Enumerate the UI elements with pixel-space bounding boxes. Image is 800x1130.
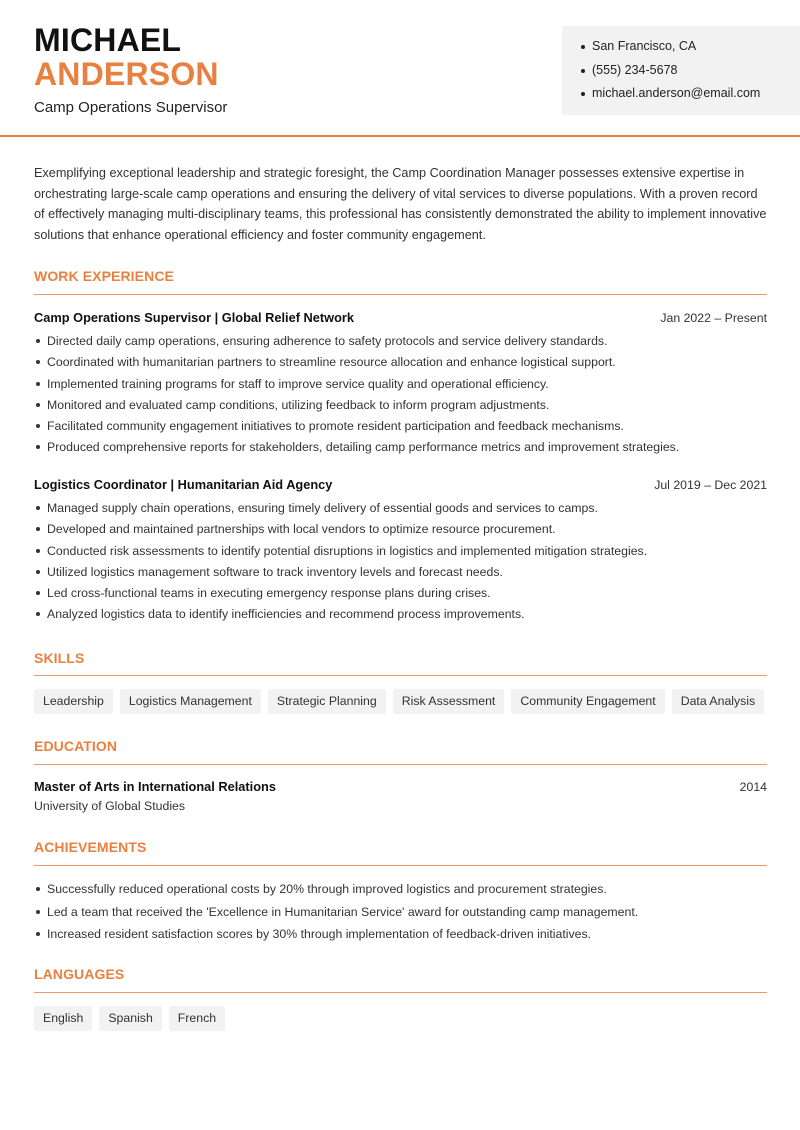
list-item: Conducted risk assessments to identify potential disruptions in logistics and implemented mitigation strategies. <box>34 543 767 564</box>
skill-tag: Community Engagement <box>511 689 664 714</box>
list-item: Utilized logistics management software to track inventory levels and forecast needs. <box>34 564 767 585</box>
contact-phone-text: (555) 234-5678 <box>592 62 678 77</box>
contact-location-text: San Francisco, CA <box>592 39 697 53</box>
bullet-icon <box>581 69 585 73</box>
job-date: Jul 2019 – Dec 2021 <box>654 478 767 492</box>
skill-tag: Data Analysis <box>672 689 765 714</box>
list-item: Monitored and evaluated camp conditions, utilizing feedback to inform program adjustments. <box>34 397 767 418</box>
section-divider <box>34 764 767 765</box>
education-entry <box>34 779 767 813</box>
list-item: Developed and maintained partnerships with local vendors to optimize resource procurement. <box>34 521 767 542</box>
list-item: Facilitated community engagement initiatives to promote resident participation and feedback mechanisms. <box>34 418 767 439</box>
education-section <box>34 738 767 754</box>
list-item: Coordinated with humanitarian partners to streamline resource allocation and enhance logistical support. <box>34 354 767 375</box>
degree: Master of Arts in International Relations <box>34 779 276 794</box>
section-divider <box>34 992 767 993</box>
section-divider <box>34 865 767 866</box>
skills-section <box>34 650 767 666</box>
language-tag: English <box>34 1006 92 1031</box>
section-title-languages: LANGUAGES <box>34 966 125 982</box>
list-item: Led a team that received the 'Excellence in Humanitarian Service' award for outstanding camp management. <box>34 904 767 927</box>
job-date: Jan 2022 – Present <box>660 311 767 325</box>
section-title-skills: SKILLS <box>34 650 85 666</box>
work-experience-section <box>34 268 767 284</box>
school: University of Global Studies <box>34 799 186 813</box>
section-title-education: EDUCATION <box>34 738 118 754</box>
languages-section <box>34 966 767 982</box>
achievements-list <box>34 881 767 949</box>
last-name: ANDERSON <box>34 56 219 92</box>
section-divider <box>34 294 767 295</box>
job-entry <box>34 477 767 628</box>
section-divider <box>34 675 767 676</box>
job-entry <box>34 310 767 461</box>
resume-header <box>0 0 800 137</box>
bullet-icon <box>581 92 585 96</box>
language-tag: French <box>169 1006 225 1031</box>
job-role: Camp Operations Supervisor | Global Relief Network <box>34 310 355 325</box>
contact-phone <box>580 63 800 87</box>
contact-box <box>562 26 800 115</box>
summary-text: Exemplifying exceptional leadership and strategic foresight, the Camp Coordination Manager possesses extensive expertise in orchestrating large-scale camp operations and ensuring the delivery of vital services to diverse populations. With a proven record of effectively managing multi-disciplinary teams, this professional has consistently demonstrated the ability to implement innovative solutions that enhance operational efficiency and foster community engagement. <box>34 166 767 243</box>
section-title-work: WORK EXPERIENCE <box>34 268 174 284</box>
achievements-section <box>34 839 767 855</box>
skills-tags <box>34 689 767 714</box>
contact-email <box>580 86 800 110</box>
job-role: Logistics Coordinator | Humanitarian Aid Agency <box>34 477 333 492</box>
contact-email-text: michael.anderson@email.com <box>592 86 761 100</box>
list-item: Successfully reduced operational costs by 20% through improved logistics and procurement strategies. <box>34 881 767 904</box>
section-title-achievements: ACHIEVEMENTS <box>34 839 147 855</box>
skill-tag: Logistics Management <box>120 689 261 714</box>
skill-tag: Strategic Planning <box>268 689 386 714</box>
language-tag: Spanish <box>99 1006 161 1031</box>
graduation-year: 2014 <box>739 780 767 794</box>
list-item: Managed supply chain operations, ensuring timely delivery of essential goods and services to camps. <box>34 500 767 521</box>
candidate-title: Camp Operations Supervisor <box>34 99 228 116</box>
first-name: MICHAEL <box>34 22 182 58</box>
list-item: Directed daily camp operations, ensuring adherence to safety protocols and service delivery standards. <box>34 333 767 354</box>
skill-tag: Risk Assessment <box>393 689 505 714</box>
contact-location <box>580 39 800 63</box>
list-item: Analyzed logistics data to identify inefficiencies and recommend process improvements. <box>34 606 767 627</box>
bullet-icon <box>581 45 585 49</box>
list-item: Increased resident satisfaction scores by 30% through implementation of feedback-driven initiatives. <box>34 926 767 949</box>
skill-tag: Leadership <box>34 689 113 714</box>
language-tags <box>34 1006 767 1031</box>
list-item: Produced comprehensive reports for stakeholders, detailing camp performance metrics and improvement strategies. <box>34 439 767 460</box>
list-item: Implemented training programs for staff to improve service quality and operational efficiency. <box>34 376 767 397</box>
list-item: Led cross-functional teams in executing emergency response plans during crises. <box>34 585 767 606</box>
candidate-name <box>34 24 219 90</box>
